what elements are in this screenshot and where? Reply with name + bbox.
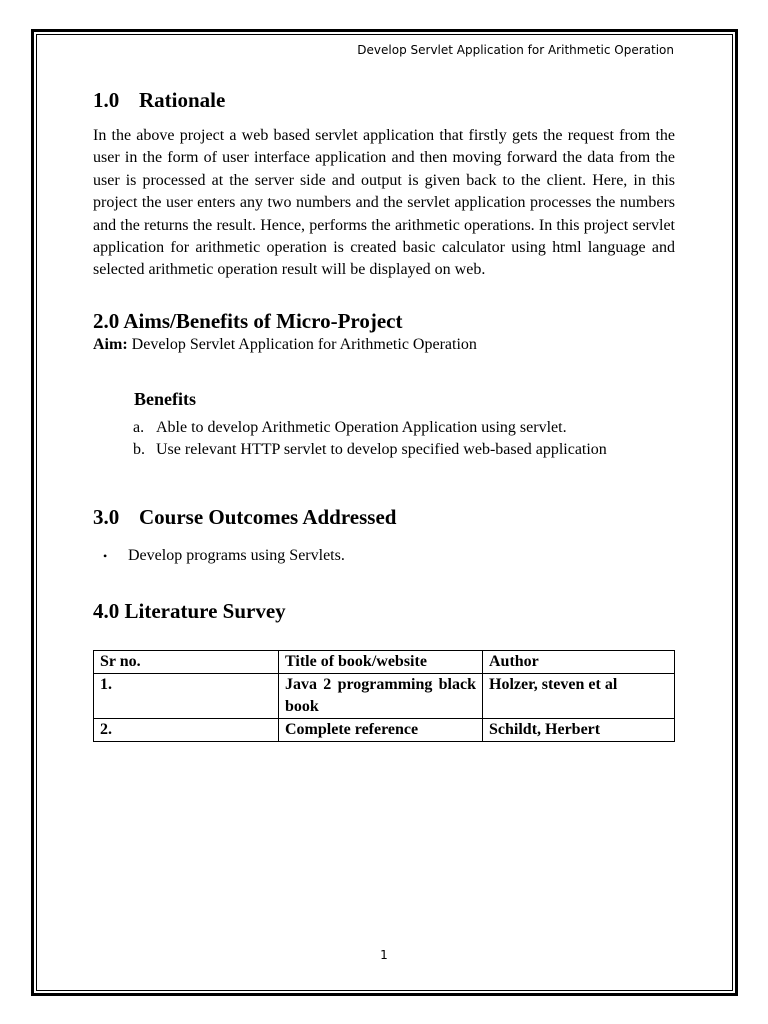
aims-heading: 2.0 Aims/Benefits of Micro-Project bbox=[93, 308, 403, 333]
cell-title: Complete reference bbox=[279, 718, 483, 741]
list-item bbox=[133, 417, 675, 439]
outcomes-heading bbox=[93, 503, 675, 531]
outcomes-list bbox=[103, 545, 675, 567]
list-marker: b. bbox=[133, 441, 145, 459]
list-item bbox=[133, 439, 675, 461]
outcomes-title: Course Outcomes Addressed bbox=[139, 504, 397, 529]
aim-text: Develop Servlet Application for Arithmetic Operation bbox=[131, 335, 477, 353]
cell-sr: 1. bbox=[94, 673, 279, 718]
benefits-list bbox=[133, 417, 675, 462]
list-marker: a. bbox=[133, 418, 145, 436]
cell-sr: 2. bbox=[94, 718, 279, 741]
cell-author: Holzer, steven et al bbox=[483, 673, 675, 718]
literature-heading: 4.0 Literature Survey bbox=[93, 598, 286, 623]
page-number: 1 bbox=[380, 948, 388, 962]
benefits-heading: Benefits bbox=[134, 388, 196, 409]
aim-label: Aim: bbox=[93, 335, 128, 353]
column-header-title: Title of book/website bbox=[279, 650, 483, 673]
rationale-number: 1.0 bbox=[93, 88, 120, 112]
outcomes-number: 3.0 bbox=[93, 504, 120, 529]
running-header: Develop Servlet Application for Arithmetic Operation bbox=[357, 43, 674, 57]
table-header-row bbox=[94, 650, 675, 673]
list-item bbox=[103, 545, 675, 567]
table-row bbox=[94, 673, 675, 718]
aim-line bbox=[93, 335, 675, 355]
column-header-sr: Sr no. bbox=[94, 650, 279, 673]
literature-table bbox=[93, 650, 675, 742]
cell-title: Java 2 programming black book bbox=[279, 673, 483, 718]
bullet-icon: • bbox=[103, 548, 108, 563]
rationale-title: Rationale bbox=[139, 88, 226, 112]
cell-author: Schildt, Herbert bbox=[483, 718, 675, 741]
rationale-paragraph: In the above project a web based servlet application that firstly gets the request from the user in the form of user interface application and then moving forward the data from the user is processed at the server side and output is given back to the client. Here, in this project the user enters any two numbers and the servlet application processes the numbers and the returns the result. Hence, performs the arithmetic operations. In this project servlet application for arithmetic operation is created basic calculator using html language and selected arithmetic operation result will be displayed on web. bbox=[93, 127, 675, 279]
list-item-text: Use relevant HTTP servlet to develop specified web-based application bbox=[156, 441, 607, 459]
list-item-text: Able to develop Arithmetic Operation Application using servlet. bbox=[156, 418, 567, 436]
rationale-heading bbox=[93, 86, 675, 114]
table-row bbox=[94, 718, 675, 741]
list-item-text: Develop programs using Servlets. bbox=[128, 546, 345, 564]
page-content bbox=[93, 86, 675, 742]
column-header-author: Author bbox=[483, 650, 675, 673]
